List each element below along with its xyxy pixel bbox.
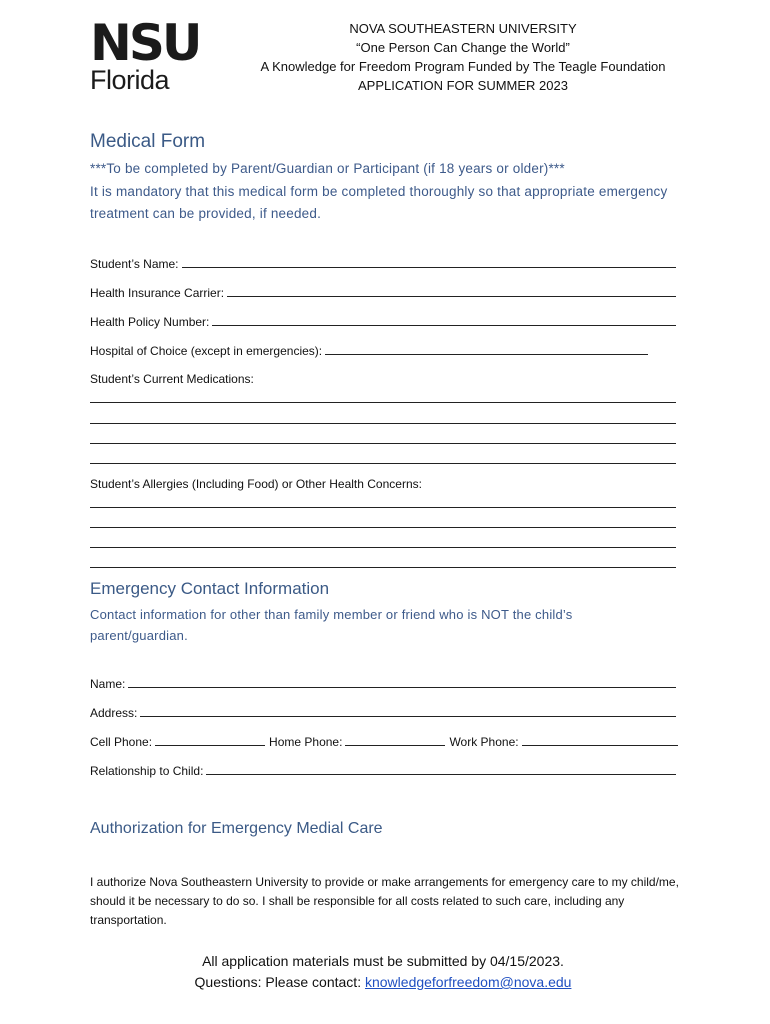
medications-label-row xyxy=(90,372,676,386)
contact-email-link[interactable]: knowledgeforfreedom@nova.edu xyxy=(364,974,572,990)
allergies-line-2[interactable] xyxy=(90,527,676,528)
completion-note: ***To be completed by Parent/Guardian or Participant (if 18 years or older)*** xyxy=(90,161,565,176)
questions-label: Questions: Please contact: xyxy=(194,974,362,990)
relationship-line[interactable] xyxy=(206,763,676,775)
application-title: APPLICATION FOR SUMMER 2023 xyxy=(358,78,568,93)
university-name: NOVA SOUTHEASTERN UNIVERSITY xyxy=(349,21,577,36)
relationship-label: Relationship to Child: xyxy=(90,764,204,778)
allergies-line-3[interactable] xyxy=(90,547,676,548)
submission-deadline: All application materials must be submitted by 04/15/2023. xyxy=(202,953,564,969)
footer xyxy=(90,951,676,993)
authorization-title: Authorization for Emergency Medial Care xyxy=(90,820,383,837)
authorization-text: I authorize Nova Southeastern University to provide or make arrangements for emergency care to my child/me, should it be necessary to do so. I shall be responsible for all costs related to such care, including any transportation. xyxy=(90,875,679,927)
home-phone-label: Home Phone: xyxy=(269,735,343,749)
nsu-florida-logo xyxy=(90,14,222,95)
allergies-line-1[interactable] xyxy=(90,507,676,508)
phone-numbers-row xyxy=(90,734,678,749)
relationship-field[interactable] xyxy=(90,763,676,778)
logo-florida-text: Florida xyxy=(90,65,170,95)
allergies-line-4[interactable] xyxy=(90,567,676,568)
hospital-choice-line[interactable] xyxy=(325,343,648,355)
work-phone-line[interactable] xyxy=(522,734,678,746)
cell-phone-label: Cell Phone: xyxy=(90,735,153,749)
allergies-label: Student’s Allergies (Including Food) or Other Health Concerns: xyxy=(90,477,422,491)
logo-nsu-text: NSU xyxy=(90,14,200,72)
medications-line-3[interactable] xyxy=(90,443,676,444)
student-name-line[interactable] xyxy=(182,256,677,268)
university-motto: “One Person Can Change the World” xyxy=(356,40,570,55)
contact-address-field[interactable] xyxy=(90,705,676,720)
emergency-contact-note: Contact information for other than family member or friend who is NOT the child’s parent/guardian. xyxy=(90,607,573,643)
document-header xyxy=(248,19,678,95)
medications-line-4[interactable] xyxy=(90,463,676,464)
policy-number-label: Health Policy Number: xyxy=(90,315,210,329)
home-phone-line[interactable] xyxy=(345,734,445,746)
emergency-contact-title: Emergency Contact Information xyxy=(90,579,330,598)
program-name: A Knowledge for Freedom Program Funded by The Teagle Foundation xyxy=(260,59,666,74)
allergies-label-row xyxy=(90,477,676,491)
insurance-carrier-line[interactable] xyxy=(227,285,676,297)
policy-number-line[interactable] xyxy=(212,314,676,326)
medications-line-1[interactable] xyxy=(90,402,676,403)
contact-name-label: Name: xyxy=(90,677,126,691)
medications-line-2[interactable] xyxy=(90,423,676,424)
contact-name-line[interactable] xyxy=(128,676,676,688)
medications-label: Student’s Current Medications: xyxy=(90,372,254,386)
contact-address-label: Address: xyxy=(90,706,138,720)
work-phone-label: Work Phone: xyxy=(449,735,519,749)
mandatory-note: It is mandatory that this medical form be completed thoroughly so that appropriate emergency treatment can be provided, if needed. xyxy=(90,184,668,221)
insurance-carrier-field[interactable] xyxy=(90,285,676,300)
student-name-field[interactable] xyxy=(90,256,676,271)
hospital-choice-label: Hospital of Choice (except in emergencies): xyxy=(90,344,323,358)
contact-row xyxy=(90,972,676,993)
contact-address-line[interactable] xyxy=(140,705,676,717)
insurance-carrier-label: Health Insurance Carrier: xyxy=(90,286,225,300)
policy-number-field[interactable] xyxy=(90,314,676,329)
cell-phone-line[interactable] xyxy=(155,734,265,746)
student-name-label: Student’s Name: xyxy=(90,257,179,271)
contact-name-field[interactable] xyxy=(90,676,676,691)
hospital-choice-field[interactable] xyxy=(90,343,648,358)
medical-form-title: Medical Form xyxy=(90,131,206,152)
